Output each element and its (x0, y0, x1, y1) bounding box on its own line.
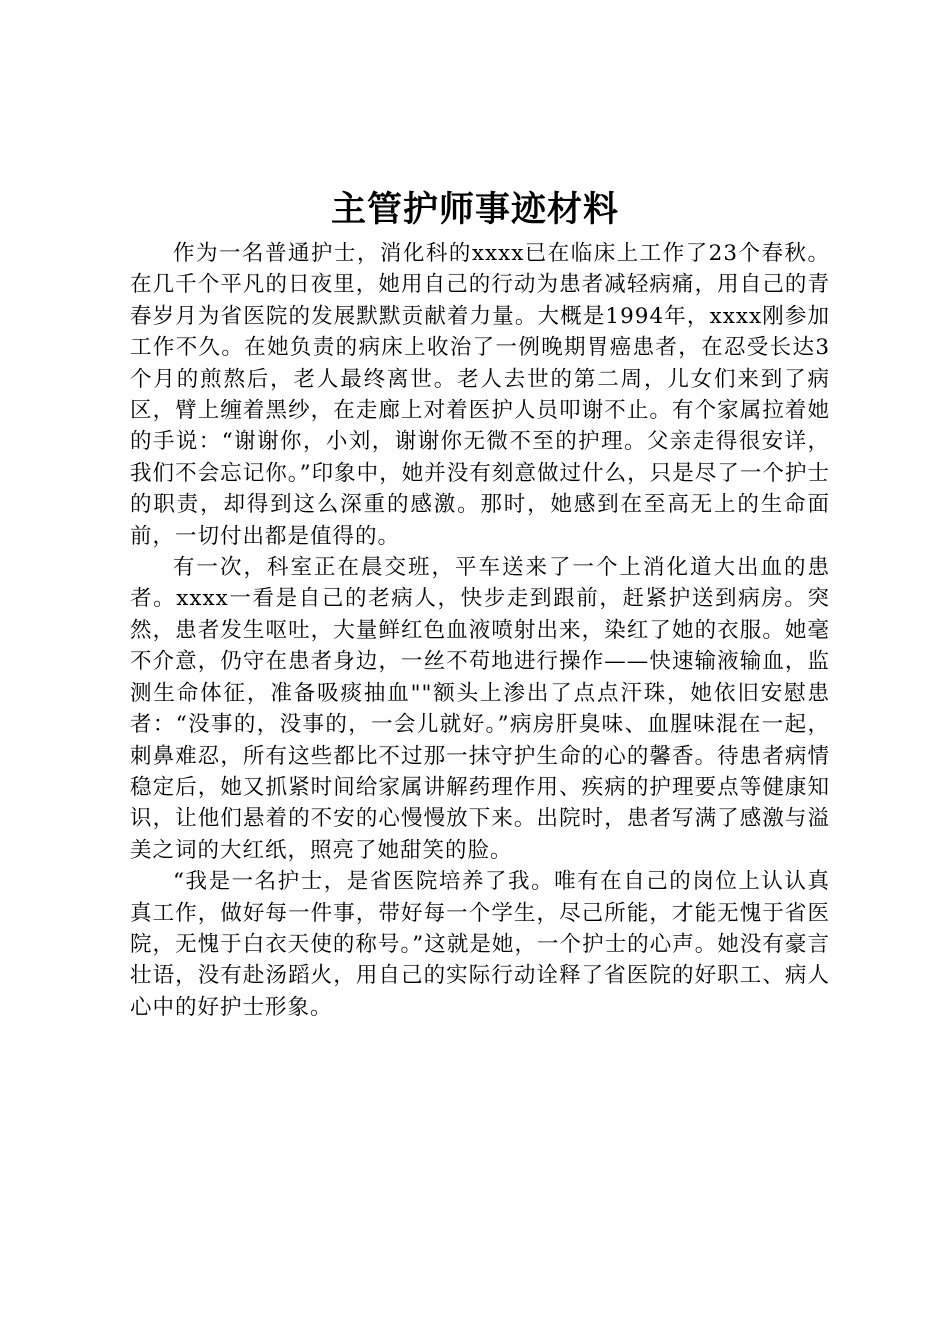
paragraph-3: “我是一名护士，是省医院培养了我。唯有在自己的岗位上认认真真工作，做好每一件事，带好每一个学生，尽己所能，才能无愧于省医院，无愧于白衣天使的称号。”这就是她，一个护士的心声。她没有豪言壮语，没有赴汤蹈火，用自己的实际行动诠释了省医院的好职工、病人心中的好护士形象。 (130, 869, 830, 1020)
document-body (130, 238, 830, 1023)
document-title: 主管护师事迹材料 (330, 189, 619, 230)
paragraph-2: 有一次，科室正在晨交班，平车送来了一个上消化道大出血的患者。xxxx一看是自己的老病人，快步走到跟前，赶紧护送到病房。突然，患者发生呕吐，大量鲜红色血液喷射出来，染红了她的衣服。她毫不介意，仍守在患者身边，一丝不苟地进行操作——快速输液输血，监测生命体征，准备吸痰抽血""额头上渗出了点点汗珠，她依旧安慰患者：“没事的，没事的，一会儿就好。”病房肝臭味、血腥味混在一起，刺鼻难忍，所有这些都比不过那一抹守护生命的心的馨香。待患者病情稳定后，她又抓紧时间给家属讲解药理作用、疾病的护理要点等健康知识，让他们悬着的不安的心慢慢放下来。出院时，患者写满了感激与溢美之词的大红纸，照亮了她甜笑的脸。 (130, 555, 830, 863)
paragraph-1: 作为一名普通护士，消化科的xxxx已在临床上工作了23个春秋。在几千个平凡的日夜里，她用自己的行动为患者减轻病痛，用自己的青春岁月为省医院的发展默默贡献着力量。大概是1994年，xxxx刚参加工作不久。在她负责的病床上收治了一例晚期胃癌患者，在忍受长达3个月的煎熬后，老人最终离世。老人去世的第二周，儿女们来到了病区，臂上缠着黑纱，在走廊上对着医护人员叩谢不止。有个家属拉着她的手说：“谢谢你，小刘，谢谢你无微不至的护理。父亲走得很安详，我们不会忘记你。”印象中，她并没有刻意做过什么，只是尽了一个护士的职责，却得到这么深重的感激。那时，她感到在至高无上的生命面前，一切付出都是值得的。 (130, 241, 830, 549)
